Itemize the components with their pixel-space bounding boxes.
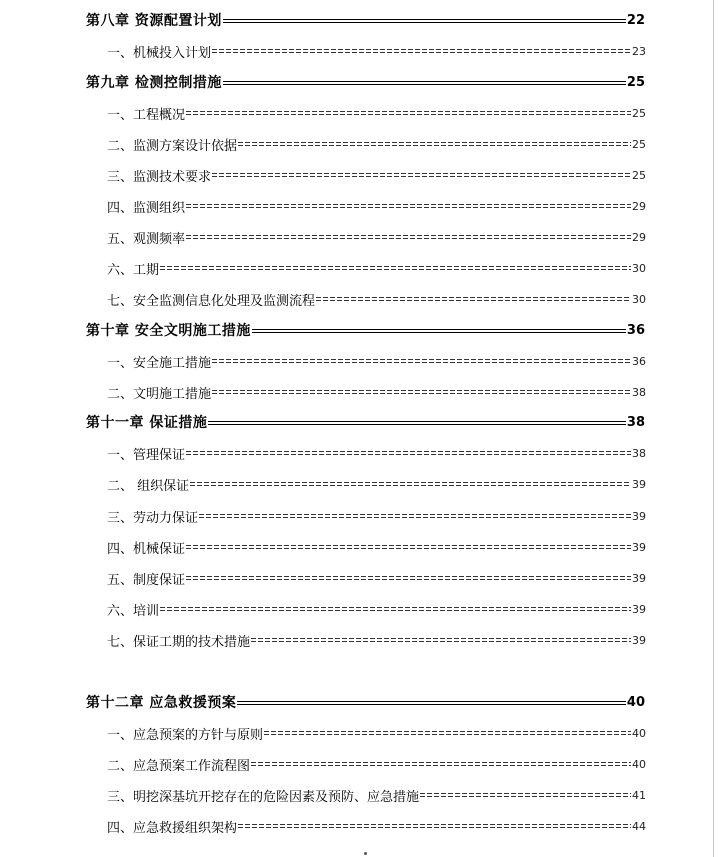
toc-chapter-entry[interactable]	[86, 320, 645, 340]
toc-entry-title: 二、应急预案工作流程图	[107, 758, 251, 774]
toc-leader-line	[251, 638, 631, 642]
toc-entry-title: 第八章 资源配置计划	[86, 13, 222, 29]
toc-section-entry[interactable]	[107, 351, 646, 371]
toc-leader-line	[223, 19, 626, 23]
toc-section-entry[interactable]	[107, 537, 646, 557]
toc-page-number: 22	[626, 12, 645, 28]
toc-section-entry[interactable]	[107, 289, 646, 309]
toc-entry-title: 一、应急预案的方针与原则	[107, 727, 264, 743]
toc-page-number: 39	[632, 571, 646, 585]
toc-page-number: 39	[632, 509, 646, 523]
toc-page-number: 40	[632, 757, 646, 771]
toc-page-number: 30	[632, 292, 646, 306]
toc-entry-title: 三、劳动力保证	[107, 510, 199, 526]
toc-section-entry[interactable]	[107, 227, 646, 247]
toc-page-number: 30	[632, 261, 646, 275]
toc-section-entry[interactable]	[107, 568, 646, 588]
toc-entry-title: 四、机械保证	[107, 541, 186, 557]
toc-section-entry[interactable]	[107, 258, 646, 278]
toc-leader-line	[186, 235, 631, 239]
toc-entry-title: 第十章 安全文明施工措施	[86, 323, 251, 339]
toc-page-number: 39	[632, 477, 646, 491]
toc-section-entry[interactable]	[107, 196, 646, 216]
toc-section-entry[interactable]	[107, 785, 646, 805]
toc-section-entry[interactable]	[107, 723, 646, 743]
toc-entry-title: 三、明挖深基坑开挖存在的危险因素及预防、应急措施	[107, 789, 420, 805]
toc-page-number: 25	[632, 106, 646, 120]
toc-entry-title: 一、管理保证	[107, 447, 186, 463]
toc-leader-line	[190, 482, 631, 486]
toc-section-entry[interactable]	[107, 41, 646, 61]
toc-page-number: 23	[632, 44, 646, 58]
toc-entry-title: 一、工程概况	[107, 107, 186, 123]
toc-section-entry[interactable]	[107, 816, 646, 836]
toc-leader-line	[316, 297, 631, 301]
toc-page-number: 29	[632, 199, 646, 213]
toc-section-entry[interactable]	[107, 599, 646, 619]
toc-leader-line	[160, 266, 631, 270]
toc-chapter-entry[interactable]	[86, 692, 645, 712]
toc-section-entry[interactable]	[107, 506, 646, 526]
toc-page-number: 25	[632, 137, 646, 151]
toc-entry-title: 二、 组织保证	[107, 478, 190, 494]
toc-page-number: 44	[632, 819, 646, 833]
toc-page-number: 38	[626, 414, 645, 430]
toc-leader-line	[208, 421, 626, 425]
toc-chapter-entry[interactable]	[86, 10, 645, 30]
toc-entry-title: 五、观测频率	[107, 231, 186, 247]
toc-entry-title: 三、监测技术要求	[107, 169, 212, 185]
toc-leader-line	[237, 701, 626, 705]
toc-page-number: 38	[632, 446, 646, 460]
toc-leader-line	[160, 607, 631, 611]
toc-leader-line	[212, 390, 631, 394]
toc-entry-title: 第十二章 应急救援预案	[86, 695, 237, 711]
toc-leader-line	[186, 576, 631, 580]
toc-section-entry[interactable]	[107, 103, 646, 123]
toc-section-entry[interactable]	[107, 382, 646, 402]
toc-leader-line	[264, 731, 631, 735]
toc-page-number: 40	[632, 726, 646, 740]
toc-entry-title: 二、文明施工措施	[107, 386, 212, 402]
toc-leader-line	[223, 81, 626, 85]
toc-page-number: 38	[632, 385, 646, 399]
toc-section-entry[interactable]	[107, 630, 646, 650]
toc-page-number: 25	[632, 168, 646, 182]
toc-leader-line	[238, 824, 631, 828]
toc-entry-title: 第十一章 保证措施	[86, 415, 208, 431]
toc-section-entry[interactable]	[107, 134, 646, 154]
toc-page-number: 39	[632, 540, 646, 554]
toc-page-number: 25	[626, 74, 645, 90]
toc-page-number: 40	[626, 694, 645, 710]
toc-leader-line	[186, 545, 631, 549]
toc-entry-title: 七、保证工期的技术措施	[107, 634, 251, 650]
toc-leader-line	[252, 329, 626, 333]
footer-mark	[364, 852, 367, 855]
toc-entry-title: 一、机械投入计划	[107, 45, 212, 61]
toc-leader-line	[186, 451, 631, 455]
toc-entry-title: 第九章 检测控制措施	[86, 75, 222, 91]
toc-page-number: 39	[632, 602, 646, 616]
toc-entry-title: 二、监测方案设计依据	[107, 138, 238, 154]
toc-page-number: 41	[632, 788, 646, 802]
toc-chapter-entry[interactable]	[86, 412, 645, 432]
toc-section-entry[interactable]	[107, 754, 646, 774]
toc-leader-line	[199, 514, 631, 518]
toc-chapter-entry[interactable]	[86, 72, 645, 92]
toc-leader-line	[420, 793, 631, 797]
toc-section-entry[interactable]	[107, 165, 646, 185]
toc-entry-title: 六、工期	[107, 262, 160, 278]
toc-leader-line	[212, 359, 631, 363]
toc-entry-title: 四、应急救援组织架构	[107, 820, 238, 836]
toc-leader-line	[212, 49, 631, 53]
toc-section-entry[interactable]	[107, 443, 646, 463]
toc-leader-line	[238, 142, 631, 146]
toc-entry-title: 五、制度保证	[107, 572, 186, 588]
toc-entry-title: 七、安全监测信息化处理及监测流程	[107, 293, 316, 309]
toc-page-number: 36	[626, 322, 645, 338]
toc-leader-line	[186, 204, 631, 208]
toc-page-number: 39	[632, 633, 646, 647]
toc-page-number: 36	[632, 354, 646, 368]
toc-entry-title: 六、培训	[107, 603, 160, 619]
toc-entry-title: 四、监测组织	[107, 200, 186, 216]
toc-leader-line	[186, 111, 631, 115]
toc-page-number: 29	[632, 230, 646, 244]
toc-section-entry[interactable]	[107, 474, 646, 494]
toc-leader-line	[212, 173, 631, 177]
toc-leader-line	[251, 762, 631, 766]
toc-entry-title: 一、安全施工措施	[107, 355, 212, 371]
